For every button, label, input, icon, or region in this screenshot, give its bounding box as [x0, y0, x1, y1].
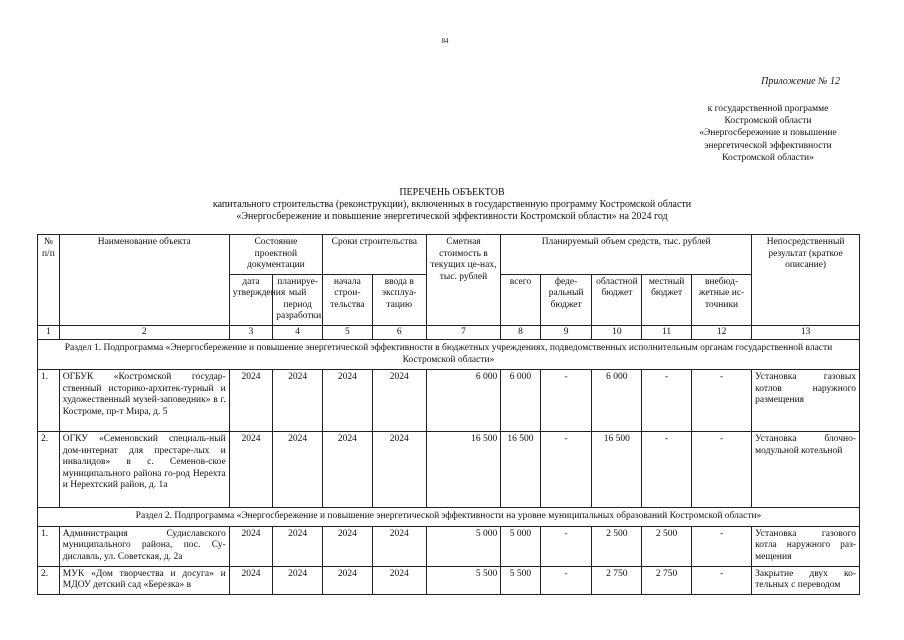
program-caption [670, 103, 866, 164]
title-line: капитального строительства (реконструкции), включенных в государственную программу Костромской области [212, 199, 692, 210]
cell-start: 2024 [323, 432, 373, 508]
section-row [38, 340, 860, 370]
cell-period: 2024 [273, 566, 323, 594]
cell-period: 2024 [273, 370, 323, 432]
table-row [38, 432, 860, 508]
cell-regional: 2 500 [592, 526, 642, 566]
cell-federal: - [540, 432, 592, 508]
header-planned: Планируемый объем средств, тыс. рублей [501, 235, 752, 275]
header-federal: феде-ральный бюджет [540, 274, 592, 325]
cell-federal: - [540, 566, 592, 594]
section-row [38, 508, 860, 527]
cell-total: 6 000 [501, 370, 540, 432]
program-caption-line: «Энергосбережение и повышение [699, 128, 837, 139]
cell-local: 2 750 [642, 566, 692, 594]
column-index: 12 [691, 325, 751, 340]
table-row [38, 370, 860, 432]
column-index-row [38, 325, 860, 340]
cell-local: - [642, 432, 692, 508]
header-num: № п/п [38, 235, 60, 326]
cell-result: Установка газового котла наружного раз-мещения [752, 526, 860, 566]
cell-cost: 5 000 [426, 526, 501, 566]
header-extra: внебюд-жетные ис-точники [691, 274, 751, 325]
cell-commission: 2024 [372, 432, 426, 508]
cell-extra: - [691, 566, 751, 594]
header-state: Состояние проектной документации [229, 235, 322, 275]
page-number: 84 [441, 37, 449, 45]
column-index: 4 [273, 325, 323, 340]
cell-result: Установка блочно-модульной котельной [752, 432, 860, 508]
cell-object-name: МУК «Дом творчества и досуга» и МДОУ детский сад «Березка» в [59, 566, 229, 594]
cell-cost: 6 000 [426, 370, 501, 432]
cell-regional: 6 000 [592, 370, 642, 432]
column-index: 7 [426, 325, 501, 340]
program-caption-line: энергетической эффективности [704, 140, 832, 151]
cell-result: Закрытие двух ко-тельных с переводом [752, 566, 860, 594]
cell-federal: - [540, 526, 592, 566]
cell-object-name: Администрация Судиславского муниципального района, пос. Су-диславль, ул. Советская, д. 2а [59, 526, 229, 566]
cell-commission: 2024 [372, 566, 426, 594]
column-index: 8 [501, 325, 540, 340]
cell-regional: 16 500 [592, 432, 642, 508]
cell-object-name: ОГБУК «Костромской государ-ственный историко-архитек-турный и художественный музей-заповедник» в г. Костроме, пр-т Мира, д. 5 [59, 370, 229, 432]
column-index: 5 [323, 325, 373, 340]
cell-cost: 16 500 [426, 432, 501, 508]
document-title [0, 187, 904, 223]
header-commission: ввода в эксплуа-тацию [372, 274, 426, 325]
header-name: Наименование объекта [59, 235, 229, 326]
cell-period: 2024 [273, 432, 323, 508]
cell-num: 2. [38, 432, 60, 508]
table-row [38, 566, 860, 594]
cell-start: 2024 [323, 370, 373, 432]
column-index: 10 [592, 325, 642, 340]
cell-approval: 2024 [229, 566, 273, 594]
column-index: 11 [642, 325, 692, 340]
header-result: Непосредственный результат (краткое описание) [752, 235, 860, 326]
header-regional: областной бюджет [592, 274, 642, 325]
cell-object-name: ОГКУ «Семеновский специаль-ный дом-интернат для престаре-лых и инвалидов» в с. Семенов-ское муниципального района го-род Нерехта и Нерехтский район, д. 1а [59, 432, 229, 508]
title-line: «Энергосбережение и повышение энергетической эффективности Костромской области» на 2024 год [236, 211, 668, 222]
program-caption-line: к государственной программе [707, 104, 829, 114]
cell-total: 16 500 [501, 432, 540, 508]
header-approval-date: дата утверждения [229, 274, 273, 325]
cell-local: - [642, 370, 692, 432]
program-caption-line: Костромской области [724, 116, 812, 127]
section-2-title: Раздел 2. Подпрограмма «Энергосбережение и повышение энергетической эффективности на уровне муниципальных образований Костромской области» [38, 508, 860, 527]
cell-approval: 2024 [229, 432, 273, 508]
objects-table [37, 234, 860, 595]
cell-cost: 5 500 [426, 566, 501, 594]
column-index: 6 [372, 325, 426, 340]
column-index: 2 [59, 325, 229, 340]
column-index: 1 [38, 325, 60, 340]
cell-extra: - [691, 370, 751, 432]
header-local: местный бюджет [642, 274, 692, 325]
cell-commission: 2024 [372, 370, 426, 432]
cell-extra: - [691, 432, 751, 508]
cell-num: 1. [38, 526, 60, 566]
column-index: 13 [752, 325, 860, 340]
cell-num: 1. [38, 370, 60, 432]
appendix-label: Приложение № 12 [761, 76, 840, 87]
cell-result: Установка газовых котлов наружного размещения [752, 370, 860, 432]
cell-num: 2. [38, 566, 60, 594]
column-index: 9 [540, 325, 592, 340]
header-start: начала строи-тельства [323, 274, 373, 325]
cell-commission: 2024 [372, 526, 426, 566]
cell-approval: 2024 [229, 370, 273, 432]
title-line: ПЕРЕЧЕНЬ ОБЪЕКТОВ [399, 187, 505, 198]
program-caption-line: Костромской области» [722, 152, 814, 163]
cell-total: 5 000 [501, 526, 540, 566]
section-1-title: Раздел 1. Подпрограмма «Энергосбережение и повышение энергетической эффективности в бюджетных учреждениях, подведомственных исполнительным органам государственной власти Костромской области» [38, 340, 860, 370]
header-cost: Сметная стоимость в текущих це-нах, тыс. рублей [426, 235, 501, 326]
header-terms: Сроки строительства [323, 235, 427, 275]
cell-approval: 2024 [229, 526, 273, 566]
cell-start: 2024 [323, 526, 373, 566]
cell-period: 2024 [273, 526, 323, 566]
header-planned-period: планируе-мый период разработки [273, 274, 323, 325]
table-row [38, 526, 860, 566]
cell-local: 2 500 [642, 526, 692, 566]
cell-federal: - [540, 370, 592, 432]
cell-total: 5 500 [501, 566, 540, 594]
cell-extra: - [691, 526, 751, 566]
column-index: 3 [229, 325, 273, 340]
cell-regional: 2 750 [592, 566, 642, 594]
header-total: всего [501, 274, 540, 325]
cell-start: 2024 [323, 566, 373, 594]
